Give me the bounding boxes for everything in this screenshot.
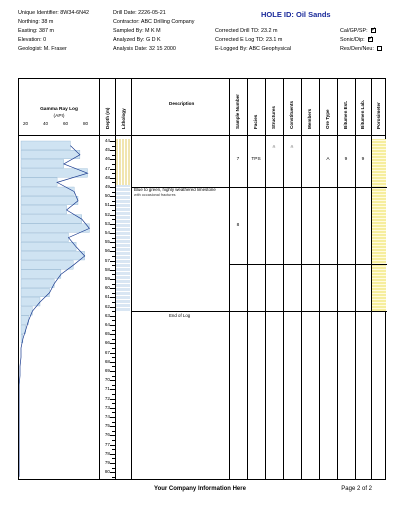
depth-label: 58 [104,266,110,272]
contractor: Contractor: ABC Drilling Company [113,19,195,25]
depth-tick [110,343,115,344]
constituents-value: ∩ [290,145,294,150]
depth-tick [112,201,115,202]
depth-tick [110,389,115,390]
depth-tick [112,366,115,367]
depth-tick [110,178,115,179]
structures-value: ∩ [272,145,276,150]
depth-tick [112,403,115,404]
page-number: Page 2 of 2 [341,486,372,492]
lithology-header: Lithology [121,108,126,129]
depth-label: 55 [104,239,110,245]
depth-tick [110,169,115,170]
depth-label: 79 [104,460,110,465]
divider [355,79,356,479]
depth-tick [110,251,115,252]
depth-tick [110,399,115,400]
depth-tick [110,435,115,436]
depth-tick [110,242,115,243]
gamma-bar [21,307,32,316]
description-line: with occasional fractures [134,193,176,197]
bitumen-est-value: 9 [344,157,348,162]
elevation: Elevation: 0 [18,37,47,43]
flag-sonic-label: Sonic/Dip: [340,37,365,43]
divider [247,79,248,479]
depth-tick [112,155,115,156]
gamma-scale-60: 60 [63,121,69,126]
depth-label: 54 [104,230,110,235]
unique-identifier: Unique Identifier: 8W34-6N42 [18,10,90,16]
description-line: Blue to green, highly weathered limestone [134,187,216,192]
gamma-scale-20: 20 [23,121,29,126]
flag-res [340,46,382,52]
depth-tick [110,454,115,455]
depth-tick [112,228,115,229]
depth-label: 70 [104,377,110,383]
gamma-bar [21,261,73,270]
porosimeter-header: Porosimeter [376,102,381,129]
depth-tick [110,325,115,326]
sample-number-header: Sample Number [235,94,240,129]
depth-label: 52 [104,211,110,217]
depth-tick [110,417,115,418]
unit-boundary [229,264,387,265]
depth-tick [110,307,115,308]
gamma-bar [21,187,74,196]
constituents-header: Constituents [289,100,294,129]
depth-label: 80 [104,469,110,475]
sample-number: 8 [236,223,240,228]
lithology-sand [116,139,130,185]
depth-tick [112,385,115,386]
gamma-bar [21,297,40,306]
geologist: Geologist: M. Fraser [18,46,67,52]
flag-cal [340,28,376,34]
depth-label: 44 [104,138,110,143]
divider [265,79,266,479]
easting: Easting: 387 m [18,28,54,34]
depth-label: 75 [104,423,110,429]
bitumen-est-header: Bitumen Est. [343,100,348,129]
log-frame [18,78,386,480]
depth-tick [110,224,115,225]
depth-label: 78 [104,450,110,456]
depth-tick [112,348,115,349]
depth-tick [110,353,115,354]
depth-tick [110,463,115,464]
depth-label: 63 [104,312,110,318]
depth-label: 77 [104,441,110,447]
flag-cal-checkbox[interactable] [371,28,376,33]
depth-tick [112,339,115,340]
depth-tick [112,182,115,183]
depth-tick [112,293,115,294]
gamma-bar [21,288,50,297]
depth-tick [112,192,115,193]
divider [229,79,230,479]
depth-tick [112,219,115,220]
depth-label: 73 [104,404,110,410]
depth-label: 64 [104,322,110,327]
depth-label: 57 [104,257,110,263]
depth-tick [112,422,115,423]
depth-label: 69 [104,368,110,373]
sample-number: 7 [236,157,240,162]
company-info: Your Company Information Here [154,486,246,492]
depth-tick [112,173,115,174]
gamma-bar [21,178,57,187]
depth-label: 59 [104,276,110,281]
depth-tick [112,449,115,450]
depth-tick [110,380,115,381]
gamma-bar [21,251,85,260]
depth-label: 53 [104,220,110,226]
depth-tick [112,146,115,147]
gamma-scale-40: 40 [43,121,49,126]
depth-tick [112,274,115,275]
depth-tick [112,412,115,413]
depth-header: Depth (m) [105,107,110,129]
facies-value: TPS [251,157,261,162]
gamma-bar [21,150,80,159]
gamma-bar [21,224,89,233]
depth-label: 48 [104,174,110,180]
depth-tick [110,408,115,409]
gamma-unit: (API) [53,114,65,119]
flag-res-checkbox[interactable] [377,46,382,51]
depth-tick [110,196,115,197]
depth-label: 50 [104,193,110,199]
depth-label: 51 [104,202,110,208]
depth-label: 61 [104,294,110,300]
depth-label: 47 [104,165,110,171]
gamma-bar [21,205,67,214]
depth-label: 56 [104,248,110,254]
depth-tick [110,215,115,216]
depth-tick [110,362,115,363]
depth-tick [110,472,115,473]
depth-label: 71 [104,386,110,392]
gamma-bar [21,270,61,279]
flag-res-label: Res/Den/Neu: [340,46,374,52]
depth-tick [112,376,115,377]
depth-tick [110,445,115,446]
depth-tick [110,150,115,151]
gamma-bar [21,279,54,288]
depth-label: 74 [104,414,110,419]
description-header: Description [169,101,195,106]
divider [283,79,284,479]
depth-tick [110,288,115,289]
depth-tick [112,357,115,358]
depth-tick [112,477,115,478]
depth-tick [110,316,115,317]
bitumen-lab-header: Bitumen Lab. [360,99,365,129]
depth-tick [112,265,115,266]
depth-label: 49 [104,184,110,189]
depth-label: 60 [104,285,110,291]
gamma-scale-80: 80 [83,121,89,126]
depth-tick [112,458,115,459]
depth-tick [112,247,115,248]
flag-cal-label: Cal/GP/SP: [340,28,368,34]
depth-tick [112,320,115,321]
analyzed-by: Analyzed By: G D K [113,37,161,43]
depth-tick [110,233,115,234]
divider [337,79,338,479]
facies-header: Facies [253,114,258,129]
depth-tick [112,256,115,257]
depth-tick [112,468,115,469]
depth-label: 46 [104,156,110,162]
depth-label: 65 [104,331,110,337]
northing: Northing: 38 m [18,19,54,25]
depth-tick [112,311,115,312]
depth-tick [112,302,115,303]
gamma-bar [21,159,64,168]
corrected-drill-td: Corrected Drill TD: 23.2 m [215,28,278,34]
depth-label: 66 [104,340,110,346]
depth-tick [112,238,115,239]
porosimeter-fill [372,139,386,311]
divider [131,79,132,479]
depth-tick [110,426,115,427]
analysis-date: Analysis Date: 32 15 2000 [113,46,176,52]
depth-tick [110,297,115,298]
depth-tick [112,440,115,441]
members-header: Members [307,108,312,129]
depth-tick [110,205,115,206]
depth-tick [110,159,115,160]
depth-tick [110,371,115,372]
end-of-log: End of Log [169,313,191,318]
depth-tick [112,394,115,395]
structures-header: Structures [271,106,276,129]
sampled-by: Sampled By: M K M [113,28,161,34]
bitumen-lab-value: 9 [361,157,365,162]
depth-tick [110,270,115,271]
depth-tick [110,141,115,142]
depth-tick [112,164,115,165]
divider [301,79,302,479]
depth-tick [110,334,115,335]
gamma-bar [21,242,76,251]
depth-tick [112,284,115,285]
depth-tick [110,279,115,280]
depth-tick [112,210,115,211]
divider [319,79,320,479]
ore-type-header: Ore Type [325,109,330,129]
hole-id: HOLE ID: Oil Sands [261,10,331,19]
depth-tick [110,261,115,262]
gamma-title: Gamma Ray Log [40,107,78,112]
depth-tick [110,187,115,188]
gamma-ray-curve [19,135,99,479]
depth-label: 68 [104,358,110,364]
gamma-bar [21,233,69,242]
flag-sonic-checkbox[interactable] [368,37,373,42]
depth-label: 67 [104,349,110,355]
gamma-bar [21,196,78,205]
depth-label: 45 [104,147,110,153]
flag-sonic [340,37,373,43]
corrected-log-td: Corrected E Log TD: 23.1 m [215,37,283,43]
ore-type-value: A [326,157,330,162]
log-header [18,10,386,78]
gamma-bar [21,141,70,150]
depth-label: 62 [104,303,110,309]
elogged-by: E-Logged By: ABC Geophysical [215,46,292,52]
drill-date: Drill Date: 2226-05-21 [113,10,166,16]
depth-label: 76 [104,432,110,438]
depth-tick [112,330,115,331]
depth-tick [112,431,115,432]
depth-label: 72 [104,395,110,401]
end-of-log-line [131,311,387,312]
gamma-bar [21,215,82,224]
